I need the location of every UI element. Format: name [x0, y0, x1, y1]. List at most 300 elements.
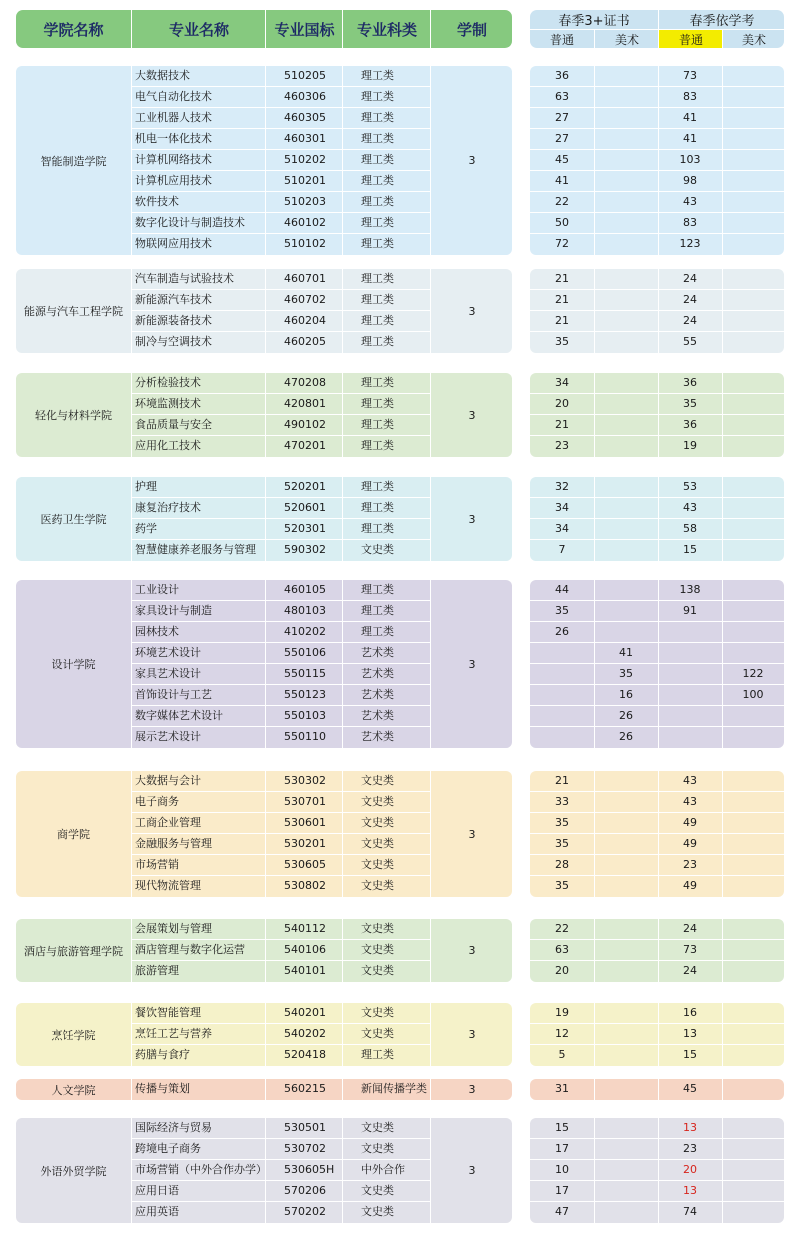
major-category: 理工类: [361, 397, 394, 410]
table-row: [131, 876, 430, 897]
quota-exam-art: [722, 234, 784, 254]
quota-certificate-art: [594, 1139, 658, 1159]
quota-certificate-regular: 21: [555, 418, 569, 431]
major-name: 护理: [135, 480, 157, 493]
major-category: 新闻传播学类: [361, 1082, 427, 1095]
quota-exam-art: [722, 129, 784, 149]
major-name: 环境艺术设计: [135, 646, 201, 659]
table-row: [131, 394, 430, 415]
quota-exam-art: [722, 580, 784, 600]
quota-exam-regular: 41: [683, 132, 697, 145]
quota-certificate-regular: [530, 643, 594, 663]
major-name: 大数据与会计: [135, 774, 201, 787]
table-row: [131, 1202, 430, 1223]
quota-certificate-art: [594, 961, 658, 981]
table-row: [131, 1003, 430, 1024]
quota-certificate-art: [594, 436, 658, 456]
quota-exam-regular: 91: [683, 604, 697, 617]
table-row: [131, 290, 430, 311]
quota-row: [530, 436, 784, 457]
major-name: 药学: [135, 522, 157, 535]
major-category: 艺术类: [361, 646, 394, 659]
table-row: [131, 498, 430, 519]
table-row: [131, 477, 430, 498]
major-category: 理工类: [361, 195, 394, 208]
quota-row: [530, 540, 784, 561]
quota-row: [530, 1160, 784, 1181]
table-row: [131, 234, 430, 255]
table-row: [131, 685, 430, 706]
quota-certificate-regular: 31: [555, 1082, 569, 1095]
major-code: 460204: [284, 314, 326, 327]
quota-exam-regular: 58: [683, 522, 697, 535]
major-code: 510203: [284, 195, 326, 208]
quota-certificate-regular: 17: [555, 1184, 569, 1197]
college-block: [16, 1003, 512, 1066]
quota-row: [530, 876, 784, 897]
major-category: 理工类: [361, 418, 394, 431]
table-header: [16, 10, 512, 48]
quota-certificate-regular: 35: [555, 335, 569, 348]
quota-certificate-art: [594, 1202, 658, 1222]
quota-certificate-regular: 72: [555, 237, 569, 250]
major-code: 460105: [284, 583, 326, 596]
table-row: [131, 436, 430, 457]
major-category: 理工类: [361, 335, 394, 348]
major-category: 文史类: [361, 1205, 394, 1218]
quota-row: [530, 685, 784, 706]
quota-certificate-art: 26: [619, 709, 633, 722]
quota-row: [530, 855, 784, 876]
quota-row: [530, 1024, 784, 1045]
major-category: 理工类: [361, 501, 394, 514]
quota-exam-art: [722, 108, 784, 128]
quota-exam-regular: [658, 643, 722, 663]
major-code: 540101: [284, 964, 326, 977]
quota-block: [530, 1079, 784, 1100]
table-row: [131, 1118, 430, 1139]
table-row: [131, 213, 430, 234]
college-name: 医药卫生学院: [40, 513, 107, 526]
major-code: 530605: [284, 858, 326, 871]
quota-certificate-art: [594, 1003, 658, 1023]
quota-exam-art: [722, 813, 784, 833]
quota-block: [530, 580, 784, 748]
quota-exam-regular: 98: [683, 174, 697, 187]
quota-certificate-regular: 20: [555, 964, 569, 977]
quota-exam-regular: 36: [683, 418, 697, 431]
quota-row: [530, 150, 784, 171]
college-name: 商学院: [57, 828, 90, 841]
major-name: 制冷与空调技术: [135, 335, 212, 348]
table-row: [131, 601, 430, 622]
major-category: 理工类: [361, 111, 394, 124]
quota-certificate-regular: 34: [555, 501, 569, 514]
duration-cell: 3: [430, 66, 512, 255]
major-name: 国际经济与贸易: [135, 1121, 212, 1134]
major-name: 酒店管理与数字化运营: [135, 943, 245, 956]
quota-exam-regular: 43: [683, 774, 697, 787]
major-name: 计算机网络技术: [135, 153, 212, 166]
header-sub-art-2: 美术: [722, 29, 784, 48]
quota-certificate-regular: 21: [555, 293, 569, 306]
table-row: [131, 415, 430, 436]
major-code: 460702: [284, 293, 326, 306]
major-code: 570202: [284, 1205, 326, 1218]
quota-row: [530, 519, 784, 540]
quota-row: [530, 834, 784, 855]
major-category: 理工类: [361, 293, 394, 306]
quota-row: [530, 66, 784, 87]
major-name: 食品质量与安全: [135, 418, 212, 431]
major-code: 540202: [284, 1027, 326, 1040]
header-major: 专业名称: [131, 10, 266, 48]
quota-exam-art: [722, 436, 784, 456]
major-category: 理工类: [361, 153, 394, 166]
major-code: 490102: [284, 418, 326, 431]
major-name: 智慧健康养老服务与管理: [135, 543, 256, 556]
college-block: [16, 66, 512, 255]
quota-certificate-regular: 34: [555, 522, 569, 535]
quota-exam-regular: [658, 664, 722, 684]
major-category: 文史类: [361, 1006, 394, 1019]
quota-exam-art: [722, 727, 784, 747]
major-category: 艺术类: [361, 688, 394, 701]
major-code: 470201: [284, 439, 326, 452]
college-name: 能源与汽车工程学院: [24, 305, 123, 318]
quota-row: [530, 290, 784, 311]
quota-certificate-regular: 50: [555, 216, 569, 229]
quota-exam-art: [722, 643, 784, 663]
quota-certificate-art: [594, 150, 658, 170]
quota-exam-regular: 24: [683, 922, 697, 935]
major-name: 金融服务与管理: [135, 837, 212, 850]
quota-exam-art: [722, 1160, 784, 1180]
major-code: 460306: [284, 90, 326, 103]
college-name: 轻化与材料学院: [35, 409, 112, 422]
quota-exam-regular: 138: [679, 583, 701, 596]
college-block: [16, 919, 512, 982]
quota-certificate-art: [594, 1079, 658, 1099]
quota-exam-regular: 83: [683, 90, 697, 103]
quota-exam-art: [722, 394, 784, 414]
major-category: 理工类: [361, 604, 394, 617]
major-category: 理工类: [361, 174, 394, 187]
table-row: [131, 540, 430, 561]
quota-row: [530, 706, 784, 727]
quota-row: [530, 373, 784, 394]
quota-exam-regular: 16: [683, 1006, 697, 1019]
quota-row: [530, 108, 784, 129]
quota-exam-art: [722, 834, 784, 854]
quota-exam-art: [722, 66, 784, 86]
table-row: [131, 834, 430, 855]
quota-certificate-art: [594, 1181, 658, 1201]
major-code: 530201: [284, 837, 326, 850]
major-name: 环境监测技术: [135, 397, 201, 410]
major-category: 文史类: [361, 943, 394, 956]
quota-certificate-art: [594, 87, 658, 107]
quota-exam-art: [722, 1181, 784, 1201]
quota-exam-art: [722, 876, 784, 896]
quota-certificate-art: 16: [619, 688, 633, 701]
major-category: 艺术类: [361, 667, 394, 680]
quota-certificate-art: 35: [619, 667, 633, 680]
table-row: [131, 855, 430, 876]
quota-exam-art: [722, 940, 784, 960]
table-row: [131, 643, 430, 664]
quota-block: [530, 1003, 784, 1066]
major-name: 首饰设计与工艺: [135, 688, 212, 701]
major-category: 文史类: [361, 795, 394, 808]
quota-certificate-regular: 12: [555, 1027, 569, 1040]
quota-certificate-art: [594, 1160, 658, 1180]
quota-exam-art: [722, 540, 784, 560]
duration-cell: 3: [430, 1003, 512, 1066]
quota-certificate-regular: [530, 727, 594, 747]
table-row: [131, 87, 430, 108]
quota-certificate-art: [594, 855, 658, 875]
college-block: [16, 1079, 512, 1100]
major-code: 550106: [284, 646, 326, 659]
major-name: 药膳与食疗: [135, 1048, 190, 1061]
quota-row: [530, 311, 784, 332]
college-name: 人文学院: [51, 1083, 96, 1097]
table-row: [131, 1160, 430, 1181]
quota-exam-art: [722, 150, 784, 170]
quota-block: [530, 477, 784, 561]
quota-exam-regular: 49: [683, 879, 697, 892]
quota-exam-art: [722, 1003, 784, 1023]
quota-exam-regular: 73: [683, 943, 697, 956]
duration-cell: 3: [430, 269, 512, 353]
quota-certificate-regular: 27: [555, 132, 569, 145]
quota-certificate-art: [594, 66, 658, 86]
quota-certificate-art: [594, 415, 658, 435]
quota-exam-regular: 123: [679, 237, 701, 250]
quota-exam-art: [722, 332, 784, 352]
quota-exam-regular: 55: [683, 335, 697, 348]
quota-block: [530, 66, 784, 255]
table-row: [131, 373, 430, 394]
quota-exam-art: [722, 919, 784, 939]
quota-exam-art: [722, 1024, 784, 1044]
major-code: 550110: [284, 730, 326, 743]
quota-row: [530, 192, 784, 213]
quota-certificate-art: [594, 601, 658, 621]
table-row: [131, 1139, 430, 1160]
major-category: 理工类: [361, 1048, 394, 1061]
quota-exam-regular: 43: [683, 501, 697, 514]
major-name: 应用英语: [135, 1205, 179, 1218]
major-category: 中外合作: [361, 1163, 405, 1176]
major-name: 烹饪工艺与营养: [135, 1027, 212, 1040]
quota-certificate-art: [594, 171, 658, 191]
major-category: 理工类: [361, 69, 394, 82]
major-name: 数字化设计与制造技术: [135, 216, 245, 229]
quota-certificate-regular: 10: [555, 1163, 569, 1176]
table-row: [131, 664, 430, 685]
header-sub-regular-1: 普通: [530, 29, 594, 48]
quota-exam-regular: 73: [683, 69, 697, 82]
quota-exam-art: [722, 792, 784, 812]
major-name: 展示艺术设计: [135, 730, 201, 743]
college-name: 酒店与旅游管理学院: [24, 944, 123, 958]
quota-certificate-regular: [530, 685, 594, 705]
quota-row: [530, 643, 784, 664]
header-group-certificate: 春季3+证书: [530, 10, 658, 29]
major-code: 550123: [284, 688, 326, 701]
quota-exam-regular: 13: [683, 1027, 697, 1040]
quota-exam-regular: 24: [683, 964, 697, 977]
major-category: 理工类: [361, 439, 394, 452]
table-row: [131, 1079, 430, 1100]
duration-cell: 3: [430, 1079, 512, 1100]
quota-exam-art: [722, 415, 784, 435]
quota-row: [530, 1139, 784, 1160]
table-row: [131, 622, 430, 643]
major-name: 园林技术: [135, 625, 179, 638]
major-name: 分析检验技术: [135, 376, 201, 389]
quota-row: [530, 477, 784, 498]
college-name: 智能制造学院: [40, 154, 107, 168]
quota-certificate-regular: 28: [555, 858, 569, 871]
quota-certificate-regular: 21: [555, 272, 569, 285]
quota-exam-regular: 43: [683, 795, 697, 808]
quota-certificate-regular: 35: [555, 837, 569, 850]
quota-exam-regular: [658, 685, 722, 705]
quota-exam-art: [722, 771, 784, 791]
duration-cell: 3: [430, 477, 512, 561]
quota-certificate-regular: 45: [555, 153, 569, 166]
major-name: 康复治疗技术: [135, 501, 201, 514]
quota-exam-art: [722, 1079, 784, 1099]
quota-certificate-regular: 34: [555, 376, 569, 389]
college-block: [16, 477, 512, 561]
major-category: 文史类: [361, 1121, 394, 1134]
major-name: 电气自动化技术: [135, 90, 212, 103]
quota-exam-regular: 53: [683, 480, 697, 493]
quota-certificate-regular: [530, 706, 594, 726]
quota-exam-art: [722, 290, 784, 310]
major-name: 跨境电子商务: [135, 1142, 201, 1155]
major-category: 文史类: [361, 837, 394, 850]
quota-block: [530, 771, 784, 897]
header-years: 学制: [430, 10, 512, 48]
quota-certificate-regular: 21: [555, 314, 569, 327]
quota-row: [530, 919, 784, 940]
quota-exam-regular: 20: [683, 1163, 697, 1176]
major-category: 理工类: [361, 522, 394, 535]
major-code: 480103: [284, 604, 326, 617]
major-name: 家具设计与制造: [135, 604, 212, 617]
major-category: 理工类: [361, 480, 394, 493]
quota-certificate-regular: 44: [555, 583, 569, 596]
major-code: 570206: [284, 1184, 326, 1197]
table-row: [131, 150, 430, 171]
quota-certificate-regular: 63: [555, 90, 569, 103]
quota-exam-regular: 45: [683, 1082, 697, 1095]
duration-cell: 3: [430, 919, 512, 982]
header-college: 学院名称: [43, 20, 104, 39]
quota-exam-art: [722, 171, 784, 191]
college-name: 烹饪学院: [51, 1028, 96, 1042]
quota-block: [530, 269, 784, 353]
table-row: [131, 771, 430, 792]
quota-row: [530, 1118, 784, 1139]
major-code: 510201: [284, 174, 326, 187]
major-category: 理工类: [361, 216, 394, 229]
major-category: 文史类: [361, 816, 394, 829]
quota-certificate-regular: 63: [555, 943, 569, 956]
quota-certificate-art: [594, 213, 658, 233]
college-block: [16, 580, 512, 748]
major-code: 530701: [284, 795, 326, 808]
major-name: 工业机器人技术: [135, 111, 212, 124]
quota-certificate-art: [594, 622, 658, 642]
major-category: 艺术类: [361, 730, 394, 743]
quota-row: [530, 961, 784, 982]
quota-exam-regular: 35: [683, 397, 697, 410]
quota-row: [530, 622, 784, 643]
major-code: 520301: [284, 522, 326, 535]
duration-cell: 3: [430, 580, 512, 748]
quota-row: [530, 415, 784, 436]
table-row: [131, 1024, 430, 1045]
major-code: 530605H: [284, 1163, 335, 1176]
major-name: 工业设计: [135, 583, 179, 596]
quota-exam-regular: 15: [683, 543, 697, 556]
major-name: 新能源汽车技术: [135, 293, 212, 306]
major-code: 510102: [284, 237, 326, 250]
quota-certificate-art: [594, 813, 658, 833]
table-row: [131, 269, 430, 290]
quota-certificate-regular: 35: [555, 879, 569, 892]
table-row: [131, 171, 430, 192]
quota-block: [530, 373, 784, 457]
major-name: 家具艺术设计: [135, 667, 201, 680]
quota-certificate-regular: 23: [555, 439, 569, 452]
duration-cell: 3: [430, 771, 512, 897]
quota-certificate-art: [594, 129, 658, 149]
major-name: 汽车制造与试验技术: [135, 272, 234, 285]
major-name: 软件技术: [135, 195, 179, 208]
quota-certificate-art: [594, 332, 658, 352]
quota-row: [530, 1181, 784, 1202]
duration-cell: 3: [430, 1118, 512, 1223]
quota-exam-art: [722, 269, 784, 289]
table-row: [131, 919, 430, 940]
quota-certificate-art: [594, 519, 658, 539]
major-name: 物联网应用技术: [135, 237, 212, 250]
major-code: 530501: [284, 1121, 326, 1134]
major-category: 理工类: [361, 583, 394, 596]
quota-certificate-regular: 22: [555, 922, 569, 935]
quota-certificate-art: [594, 311, 658, 331]
quota-certificate-art: [594, 234, 658, 254]
quota-exam-regular: 13: [683, 1121, 697, 1134]
major-name: 旅游管理: [135, 964, 179, 977]
quota-exam-art: 100: [742, 688, 764, 701]
major-code: 540112: [284, 922, 326, 935]
quota-certificate-art: [594, 394, 658, 414]
quota-row: [530, 332, 784, 353]
major-category: 文史类: [361, 922, 394, 935]
table-row: [131, 1181, 430, 1202]
quota-row: [530, 580, 784, 601]
major-code: 540201: [284, 1006, 326, 1019]
quota-block: [530, 919, 784, 982]
